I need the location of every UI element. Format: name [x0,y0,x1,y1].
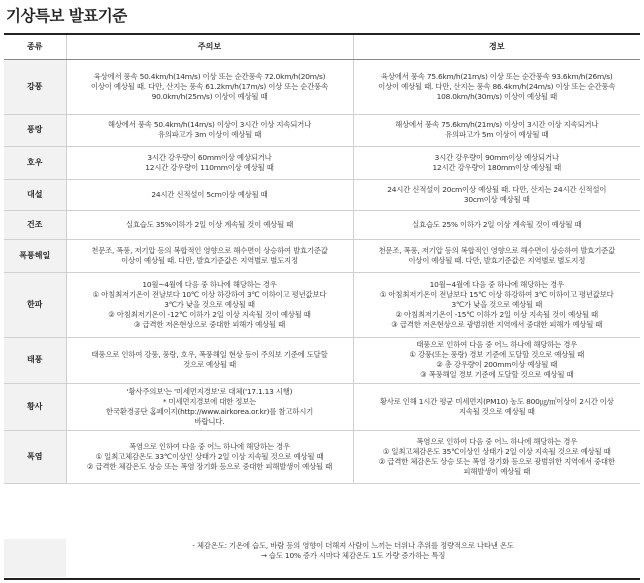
table-row [4,114,640,146]
table-body [4,59,640,483]
advisory-text-line: ② 급격한 체감온도 상승 또는 폭염 장기화 등으로 중대한 피해발생이 예상될 때 [86,461,333,471]
table-row [4,383,640,430]
table-row [4,59,640,114]
footnote [66,541,640,561]
advisory-cell [66,210,353,239]
header-advisory: 주의보 [66,34,353,59]
advisory-text-line: 해상에서 풍속 50.4km/h(14m/s) 이상이 3시간 이상 지속되거나 [107,120,312,129]
advisory-cell [66,337,353,383]
warning-text-line: ② 총 강우량이 200mm이상 예상될 때 [436,360,558,369]
warning-text-line: 유의파고가 5m 이상이 예상될 때 [445,130,549,139]
footnote-line: → 습도 10% 증가 시마다 체감온도 1도 가량 증가하는 특징 [260,551,446,560]
warning-text-line: 24시간 신적설이 20cm이상 예상될 때. 다만, 산지는 24시간 신적설이 [387,184,607,194]
advisory-text-line: 10월~4월에 다음 중 하나에 해당하는 경우 [142,279,277,289]
advisory-text-line: 90.0km/h(25m/s) 이상이 예상될 때 [151,91,268,101]
advisory-text-line: 태풍으로 인하여 강풍, 풍랑, 호우, 폭풍해일 현상 등이 주의보 기준에 도달할 [91,350,328,359]
warning-cell [353,210,640,239]
warning-text-line: ② 급격한 체감온도 상승 또는 폭염 장기화 등으로 광범위한 지역에서 중대한 [378,456,615,466]
warning-text-line: 태풍으로 인하여 다음 중 어느 하나에 해당하는 경우 [416,340,578,349]
warning-cell [353,146,640,179]
warning-text-line: 천문조, 폭풍, 저기압 등의 복합적인 영향으로 해수면이 상승하여 발효기준값 [378,245,616,255]
row-kind: 태풍 [4,337,66,383]
advisory-text-line: '황사주의보'는 '미세먼지경보'로 대체('17.1.13 시행) [126,386,293,396]
advisory-cell [66,239,353,272]
advisory-text-line: 이상이 예상될 때. 다만, 발효기준값은 지역별로 별도지정 [121,255,298,265]
warning-text-line: ① 아침최저기온이 전날보다 15℃ 이상 하강하여 3℃ 이하이고 평년값보다 [379,289,614,299]
advisory-text-line: 폭염으로 인하여 다음 중 어느 하나에 해당하는 경우 [129,441,290,451]
warning-text-line: 황사로 인해 1시간 평균 미세먼지(PM10) 농도 800㎍/㎥이상이 2시간 이상 [379,396,614,406]
table-row [4,210,640,239]
advisory-text-line: * 미세먼지경보에 대한 정보는 [162,396,257,406]
advisory-text-line: ③ 급격한 저온현상으로 중대한 피해가 예상될 때 [133,319,286,329]
warning-cell [353,337,640,383]
advisory-text-line: ② 아침최저기온이 -12℃ 이하가 2일 이상 지속될 것이 예상될 때 [108,309,311,319]
warning-text-line: 해상에서 풍속 75.6km/h(21m/s) 이상이 3시간 이상 지속되거나 [395,120,599,129]
advisory-text-line: 3℃가 낮을 것으로 예상될 때 [164,299,255,309]
advisory-text-line: 24시간 신적설이 5cm이상 예상될 때 [151,189,268,199]
row-kind: 황사 [4,383,66,430]
advisory-text-line: 실효습도 35%이하가 2일 이상 계속될 것이 예상될 때 [125,219,294,229]
advisory-text-line: 12시간 강우량이 110mm이상 예상될 때 [145,162,274,172]
warning-text-line: ① 일최고체감온도 35℃이상인 상태가 2일 이상 지속될 것으로 예상될 때 [382,446,611,456]
warning-text-line: 12시간 강우량이 180mm이상 예상될 때 [432,162,561,172]
row-kind: 폭풍해일 [4,239,66,272]
advisory-cell [66,59,353,114]
table-row [4,337,640,383]
warning-text-line: 30cm이상 예상될 때 [463,194,530,204]
advisory-cell [66,146,353,179]
advisory-cell [66,179,353,210]
warning-text-line: 108.0km/h(30m/s) 이상이 예상될 때 [436,91,557,101]
warning-text-line: ③ 폭풍해일 경보 기준에 도달할 것으로 예상될 때 [420,370,574,379]
advisory-text-line: 천문조, 폭풍, 저기압 등의 복합적인 영향으로 해수면이 상승하여 발효기준값 [91,245,328,255]
advisory-cell [66,383,353,430]
warning-text-line: 이상이 예상될 때. 다만, 발효기준값은 지역별로 별도지정 [408,255,586,265]
warning-cell [353,179,640,210]
warning-text-line: 이상이 예상될 때. 다만, 산지는 풍속 86.4km/h(24m/s) 이상 또는 순간풍속 [378,81,616,91]
warning-text-line: 3℃가 낮을 것으로 예상될 때 [451,299,543,309]
warning-text-line: ② 아침최저기온이 -15℃ 이하가 2일 이상 지속될 것이 예상될 때 [395,309,598,319]
advisory-text-line: 바랍니다. [194,416,225,426]
header-warning: 경보 [353,34,640,59]
advisory-text-line: 3시간 강우량이 60mm이상 예상되거나 [147,152,272,162]
table-row [4,146,640,179]
table-header-row [4,34,640,59]
row-kind: 한파 [4,272,66,337]
warning-text-line: 지속될 것으로 예상될 때 [458,406,535,416]
warning-text-line: ① 강풍(또는 풍랑) 경보 기준에 도달할 것으로 예상될 때 [409,350,585,359]
table-bottom-rule [4,578,640,580]
advisory-text-line: 유의파고가 3m 이상이 예상될 때 [157,130,262,139]
row-kind: 강풍 [4,59,66,114]
warning-text-line: 실효습도 25% 이하가 2일 이상 계속될 것이 예상될 때 [412,219,582,229]
advisory-text-line: ① 아침최저기온이 전날보다 10℃ 이상 하강하여 3℃ 이하이고 평년값보다 [92,289,327,299]
advisory-text-line: 이상이 예상될 때. 다만, 산지는 풍속 61.2km/h(17m/s) 이상 또는 순간풍속 [90,81,329,91]
warning-text-line: 육상에서 풍속 75.6km/h(21m/s) 이상 또는 순간풍속 93.6km/h(26m/s) [380,71,613,81]
table-row [4,239,640,272]
advisory-text-line: 것으로 예상될 때 [183,360,236,369]
table-row [4,179,640,210]
row-kind: 대설 [4,179,66,210]
warning-text-line: 3시간 강우량이 90mm이상 예상되거나 [434,152,559,162]
advisory-cell [66,114,353,146]
footnote-line: - 체감온도: 기온에 습도, 바람 등의 영향이 더해져 사람이 느끼는 더위나 추위를 정량적으로 나타낸 온도 [192,541,514,550]
header-kind: 종류 [4,34,66,59]
page-title: 기상특보 발표기준 [6,7,127,25]
warning-text-line: 피해발생이 예상될 때 [463,466,531,476]
advisory-text-line: ① 일최고체감온도 33℃이상인 상태가 2일 이상 지속될 것으로 예상될 때 [95,451,324,461]
advisory-text-line: 한국환경공단 홈페이지(http://www.airkorea.or.kr)를 참고하시기 [105,406,314,416]
warning-text-line: 폭염으로 인하여 다음 중 어느 하나에 해당하는 경우 [416,436,578,446]
row-kind: 풍랑 [4,114,66,146]
advisory-text-line: 육상에서 풍속 50.4km/h(14m/s) 이상 또는 순간풍속 72.0km/h(20m/s) [93,71,326,81]
warning-cell [353,239,640,272]
advisory-cell [66,430,353,483]
warning-cell [353,430,640,483]
row-kind: 건조 [4,210,66,239]
warning-criteria-table [4,33,640,484]
table-row [4,272,640,337]
warning-cell [353,272,640,337]
warning-cell [353,59,640,114]
warning-text-line: ③ 급격한 저온현상으로 광범위한 지역에서 중대한 피해가 예상될 때 [391,319,603,329]
warning-cell [353,114,640,146]
warning-cell [353,383,640,430]
advisory-cell [66,272,353,337]
row-kind: 폭염 [4,430,66,483]
table-row [4,430,640,483]
row-kind: 호우 [4,146,66,179]
footnote-label-cell [4,539,66,577]
warning-text-line: 10월~4월에 다음 중 하나에 해당하는 경우 [429,279,564,289]
